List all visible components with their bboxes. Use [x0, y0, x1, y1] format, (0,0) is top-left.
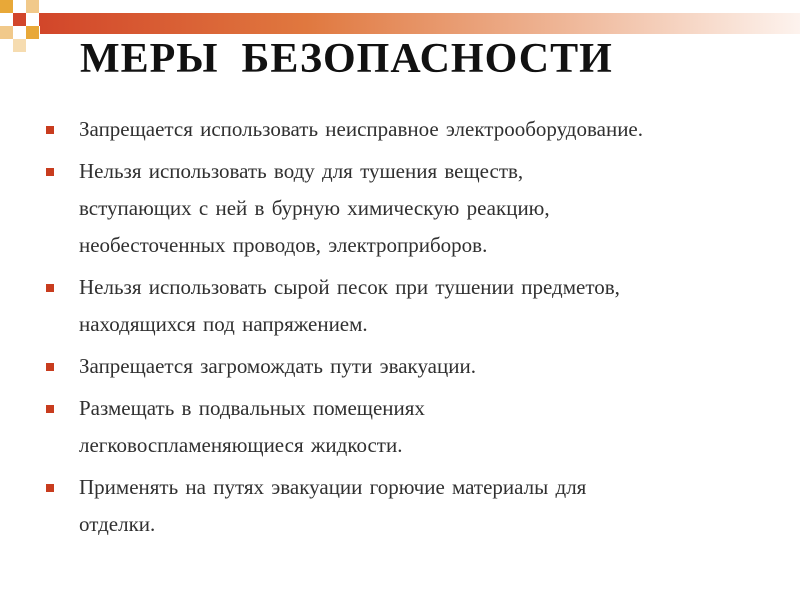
list-item [45, 469, 780, 543]
square-bullet-icon [46, 484, 54, 492]
slide-title: МЕРЫ БЕЗОПАСНОСТИ [80, 36, 613, 82]
bullet-text: Применять на путях эвакуации горючие материалы для отделки. [79, 475, 587, 536]
list-item [45, 269, 780, 343]
bullet-text: Нельзя использовать сырой песок при тушении предметов, находящихся под напряжением. [79, 275, 620, 336]
list-item [45, 348, 780, 385]
bullet-text: Нельзя использовать воду для тушения веществ, вступающих с ней в бурную химическую реакцию, необесточенных проводов, электроприборов. [79, 159, 550, 257]
square-bullet-icon [46, 168, 54, 176]
list-item [45, 390, 780, 464]
list-item [45, 111, 780, 148]
square-bullet-icon [46, 284, 54, 292]
bullet-text: Запрещается загромождать пути эвакуации. [79, 354, 476, 378]
square-bullet-icon [46, 405, 54, 413]
bullet-text: Размещать в подвальных помещениях легковоспламеняющиеся жидкости. [79, 396, 425, 457]
square-bullet-icon [46, 363, 54, 371]
bullet-text: Запрещается использовать неисправное электрооборудование. [79, 117, 643, 141]
bullet-list [45, 111, 780, 548]
list-item [45, 153, 780, 264]
square-bullet-icon [46, 126, 54, 134]
